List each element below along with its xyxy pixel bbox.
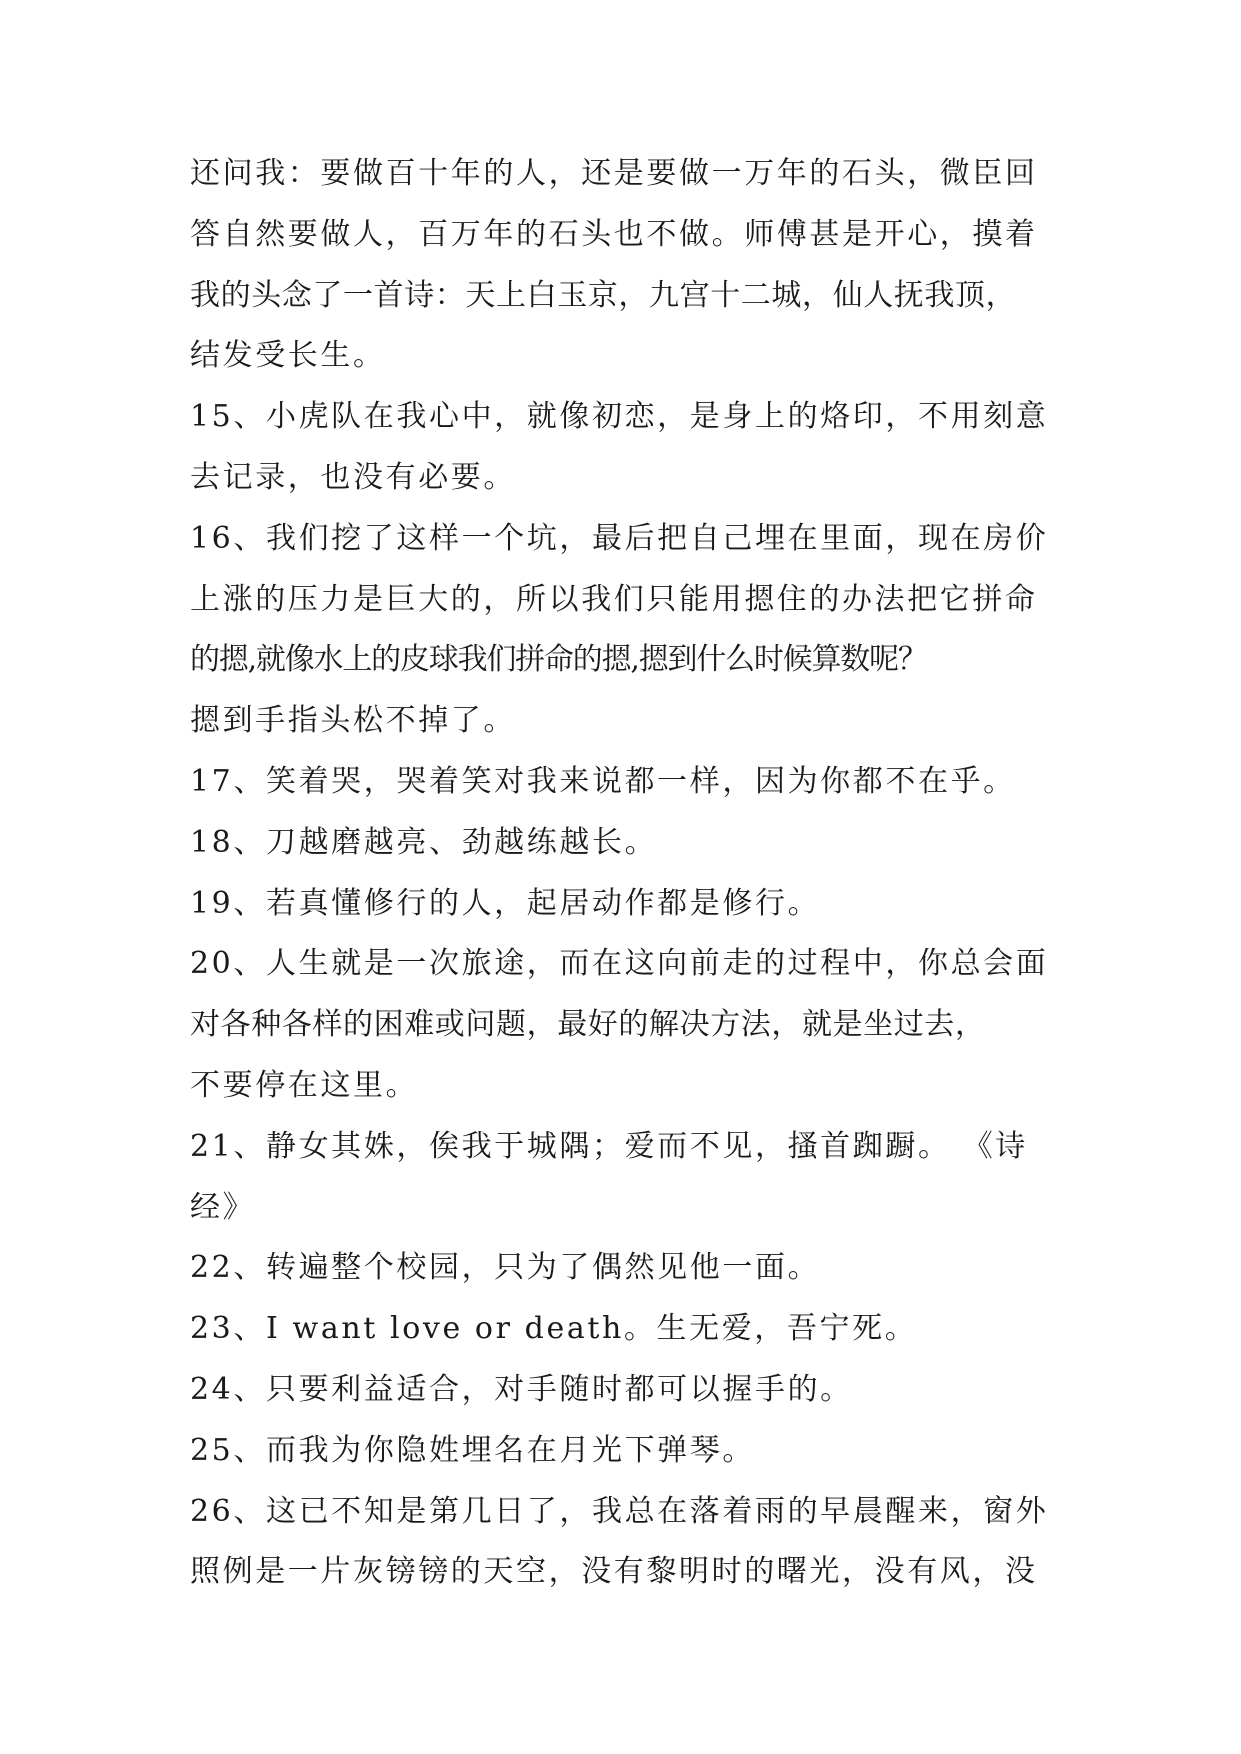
- text-line: 15、小虎队在我心中，就像初恋，是身上的烙印，不用刻意: [190, 399, 1049, 435]
- text-line: 21、静女其姝，俟我于城隅；爱而不见，搔首踟蹰。 《诗: [190, 1128, 1028, 1164]
- document-body: [190, 155, 1050, 1614]
- text-line: 19、若真懂修行的人，起居动作都是修行。: [190, 885, 821, 921]
- text-line: 结发受长生。: [190, 338, 386, 374]
- text-line: 24、只要利益适合，对手随时都可以握手的。: [190, 1371, 853, 1407]
- text-line: 去记录，也没有必要。: [190, 459, 516, 495]
- text-line: 对各种各样的困难或问题，最好的解决方法，就是坐过去，: [190, 1007, 986, 1043]
- text-line: 的摁,就像水上的皮球我们拼命的摁,摁到什么时候算数呢？: [190, 642, 927, 678]
- text-line: 经》: [190, 1189, 256, 1225]
- text-line: 26、这已不知是第几日了，我总在落着雨的早晨醒来，窗外: [190, 1493, 1049, 1529]
- text-line: 上涨的压力是巨大的，所以我们只能用摁住的办法把它拼命: [190, 581, 1038, 617]
- text-line: 23、I want love or death。生无爱，吾宁死。: [190, 1311, 918, 1347]
- text-line: 17、笑着哭，哭着笑对我来说都一样，因为你都不在乎。: [190, 763, 1016, 799]
- text-line: 22、转遍整个校园，只为了偶然见他一面。: [190, 1250, 821, 1286]
- text-line: 摁到手指头松不掉了。: [190, 703, 516, 739]
- text-line: 还问我：要做百十年的人，还是要做一万年的石头，微臣回: [190, 156, 1038, 191]
- text-line: 我的头念了一首诗：天上白玉京，九宫十二城，仙人抚我顶，: [190, 277, 1017, 313]
- text-line: 25、而我为你隐姓埋名在月光下弹琴。: [190, 1432, 755, 1468]
- text-line: 16、我们挖了这样一个坑，最后把自己埋在里面，现在房价: [190, 520, 1049, 556]
- text-line: 照例是一片灰镑镑的天空，没有黎明时的曙光，没有风，没: [190, 1554, 1038, 1590]
- text-line: 不要停在这里。: [190, 1067, 419, 1103]
- text-line: 答自然要做人，百万年的石头也不做。师傅甚是开心，摸着: [190, 216, 1038, 252]
- text-line: 18、刀越磨越亮、劲越练越长。: [190, 824, 658, 860]
- text-line: 20、人生就是一次旅途，而在这向前走的过程中，你总会面: [190, 946, 1049, 982]
